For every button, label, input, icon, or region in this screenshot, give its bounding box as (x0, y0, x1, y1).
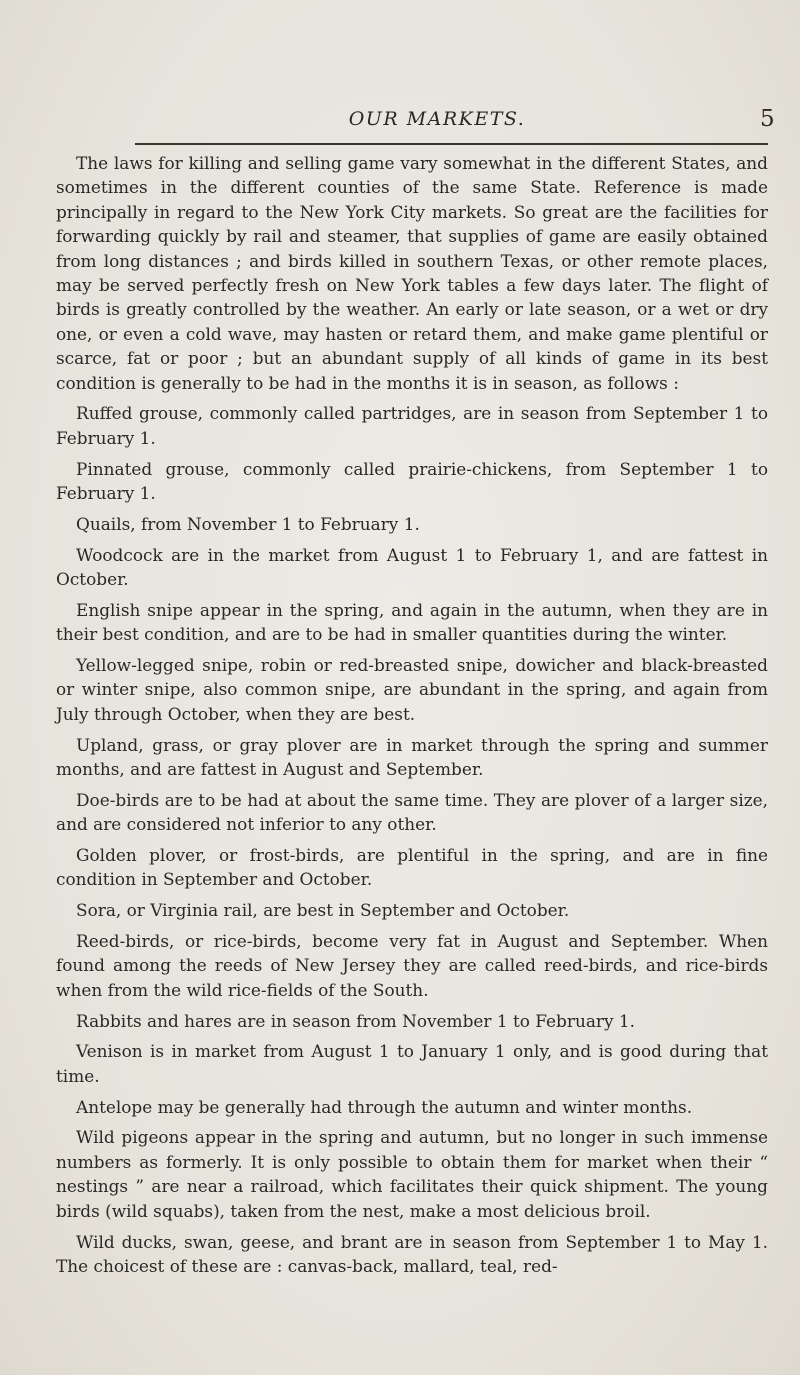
paragraph-wild-pigeons: Wild pigeons appear in the spring and autumn, but no longer in such immense numbers as formerly. It is only possible to obtain them for market when their “ nestings ” are near a railroad, which facilitates their quick shipment. The young birds (wild squabs), taken from the nest, make a most delicious broil. (56, 1127, 768, 1221)
paragraph-reed-birds: Reed-birds, or rice-birds, become very fat in August and September. When found among the reeds of New Jersey they are called reed-birds, and rice-birds when from the wild rice-fields of the South. (56, 931, 768, 1000)
body-text (56, 151, 768, 1285)
paragraph-english-snipe: English snipe appear in the spring, and again in the autumn, when they are in their best condition, and are to be had in smaller quantities during the winter. (56, 599, 768, 645)
paragraph-intro: The laws for killing and selling game vary somewhat in the different States, and sometimes in the different counties of the same State. Reference is made principally in regard to the New York City markets. So great are the facilities for forwarding quickly by rail and steamer, that supplies of game are easily obtained from long distances ; and birds killed in southern Texas, or other remote places, may be served perfectly fresh on New York tables a few days later. The flight of birds is greatly controlled by the weather. An early or late season, or a wet or dry one, or even a cold wave, may hasten or retard them, and make game plentiful or scarce, fat or poor ; but an abundant supply of all kinds of game in its best condition is generally to be had in the months it is in season, as follows : (56, 153, 768, 393)
paragraph-pinnated-grouse: Pinnated grouse, commonly called prairie-chickens, from September 1 to February 1. (56, 458, 768, 504)
paragraph-upland-plover: Upland, grass, or gray plover are in market through the spring and summer months, and are fattest in August and September. (56, 734, 768, 780)
paragraph-rabbits: Rabbits and hares are in season from November 1 to February 1. (76, 1010, 635, 1031)
running-title: OUR MARKETS. (348, 108, 526, 130)
paragraph-ruffed-grouse: Ruffed grouse, commonly called partridges, are in season from September 1 to February 1. (56, 403, 768, 448)
paragraph-woodcock: Woodcock are in the market from August 1 to February 1, and are fattest in October. (56, 544, 768, 590)
paragraph-doe-birds: Doe-birds are to be had at about the same time. They are plover of a larger size, and are considered not inferior to any other. (56, 789, 768, 835)
paragraph-venison: Venison is in market from August 1 to January 1 only, and is good during that time. (56, 1041, 768, 1086)
paragraph-wild-ducks: Wild ducks, swan, geese, and brant are in season from September 1 to May 1. The choicest of these are : canvas-back, mallard, teal, red- (56, 1231, 768, 1276)
running-head (135, 100, 800, 140)
paragraph-quails: Quails, from November 1 to February 1. (76, 513, 420, 534)
paragraph-sora: Sora, or Virginia rail, are best in September and October. (76, 900, 570, 921)
paragraph-yellow-legged-snipe: Yellow-legged snipe, robin or red-breasted snipe, dowicher and black-breasted or winter snipe, also common snipe, are abundant in the spring, and again from July through October, when they are best. (56, 655, 768, 724)
header-rule (135, 143, 768, 145)
paragraph-antelope: Antelope may be generally had through the autumn and winter months. (76, 1096, 693, 1117)
page-number: 5 (760, 106, 775, 132)
paragraph-golden-plover: Golden plover, or frost-birds, are plentiful in the spring, and are in fine condition in September and October. (56, 845, 768, 890)
